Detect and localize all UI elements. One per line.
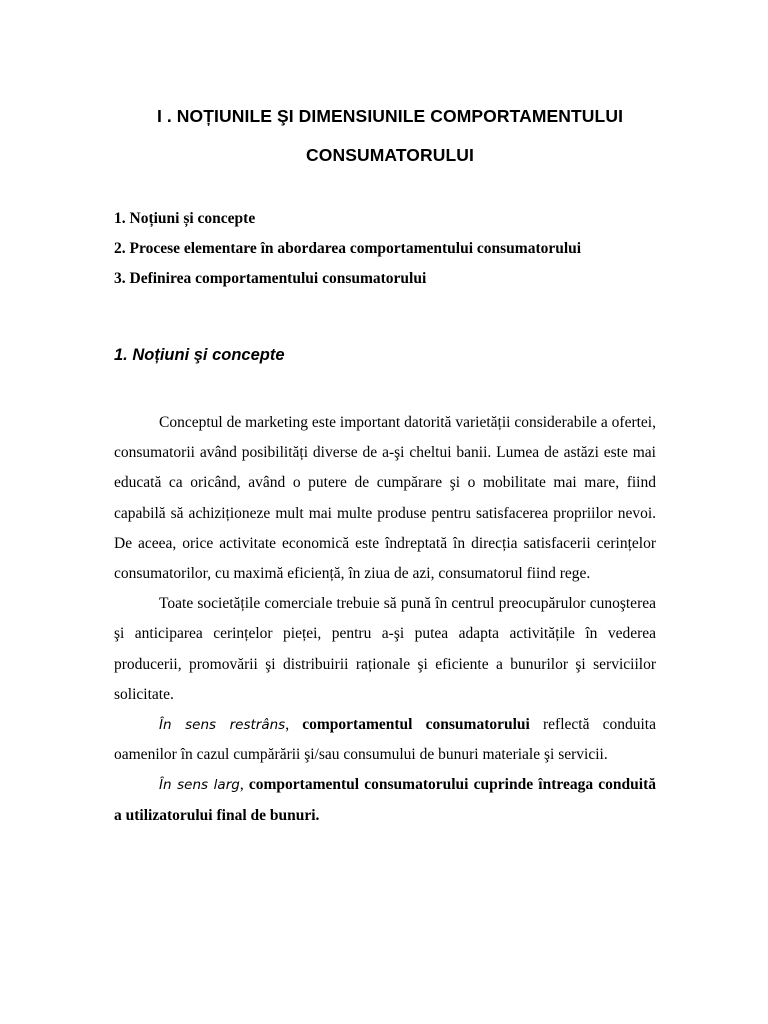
paragraph-1: Conceptul de marketing este important datorită varietății considerabile a ofertei, consumatorii având posibilități diverse de a-şi cheltui banii. Lumea de astăzi este mai educată ca oricând, având o putere de cumpărare şi o mobilitate mai mare, fiind capabilă să achiziționeze mult mai multe produse pentru satisfacerea propriilor nevoi. De aceea, orice activitate economică este îndreptată în direcția satisfacerii cerințelor consumatorilor, cu maximă eficiență, în ziua de azi, consumatorul fiind rege. — [114, 414, 656, 583]
paragraph-3-bold-term: comportamentul consumatorului — [302, 716, 530, 734]
paragraph-3-lead: În sens restrâns — [159, 717, 286, 734]
paragraph-2: Toate societățile comerciale trebuie să pună în centrul preocupărulor cunoşterea şi anticiparea cerințelor pieței, pentru a-şi putea adapta activitățile în vederea producerii, promovării şi distribuirii raționale şi eficiente a bunurilor şi serviciilor solicitate. — [114, 595, 656, 703]
body-text — [114, 408, 656, 831]
section-heading: 1. Noțiuni şi concepte — [114, 346, 285, 364]
paragraph-4-separator: , — [239, 776, 249, 794]
toc-item-1: 1. Noțiuni și concepte — [114, 210, 256, 227]
paragraph-3-rest: reflectă conduita oamenilor în cazul cumpărării şi/sau consumului de bunuri materiale şi servicii. — [114, 716, 656, 764]
chapter-title-line-2: CONSUMATORULUI — [306, 145, 474, 165]
toc-item-3: 3. Definirea comportamentului consumatorului — [114, 270, 427, 287]
paragraph-3-separator: , — [285, 716, 303, 734]
paragraph-4-bold-definition: comportamentul consumatorului cuprinde întreaga conduită a utilizatorului final de bunuri. — [114, 776, 656, 824]
paragraph-4 — [114, 770, 656, 830]
chapter-title-line-1: I . NOȚIUNILE ŞI DIMENSIUNILE COMPORTAMENTULUI — [156, 106, 624, 126]
paragraph-3 — [114, 710, 656, 770]
paragraph-4-lead: În sens larg — [159, 777, 240, 794]
toc-item-2: 2. Procese elementare în abordarea comportamentului consumatorului — [114, 240, 582, 257]
table-of-contents — [114, 209, 581, 299]
